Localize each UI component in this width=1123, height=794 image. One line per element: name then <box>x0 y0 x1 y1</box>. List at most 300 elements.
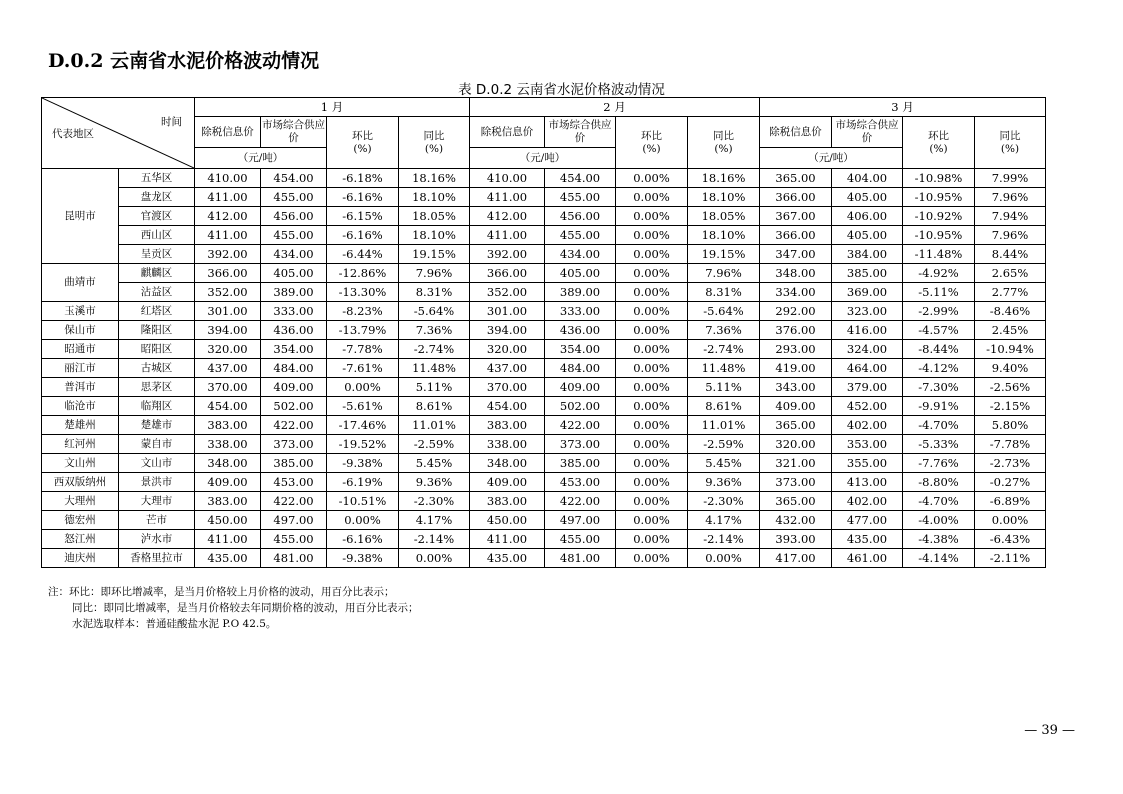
value-cell-tax-price: 338.00 <box>195 435 261 454</box>
value-cell-market-price: 405.00 <box>832 188 903 207</box>
value-cell-mom: -6.15% <box>327 207 399 226</box>
value-cell-mom: -6.44% <box>327 245 399 264</box>
value-cell-tax-price: 348.00 <box>195 454 261 473</box>
col-header-tax-price: 除税信息价 <box>760 117 832 148</box>
value-cell-market-price: 435.00 <box>832 530 903 549</box>
value-cell-mom: -4.92% <box>903 264 975 283</box>
value-cell-mom: -4.14% <box>903 549 975 568</box>
value-cell-market-price: 455.00 <box>261 530 327 549</box>
value-cell-yoy: -0.27% <box>975 473 1046 492</box>
value-cell-yoy: -5.64% <box>399 302 470 321</box>
value-cell-tax-price: 435.00 <box>470 549 545 568</box>
value-cell-market-price: 434.00 <box>261 245 327 264</box>
col-header-mom: 环比 (%) <box>616 117 688 169</box>
value-cell-mom: 0.00% <box>616 226 688 245</box>
value-cell-tax-price: 409.00 <box>760 397 832 416</box>
value-cell-tax-price: 376.00 <box>760 321 832 340</box>
value-cell-yoy: -7.78% <box>975 435 1046 454</box>
table-row <box>42 530 1046 549</box>
value-cell-yoy: -2.59% <box>688 435 760 454</box>
value-cell-market-price: 455.00 <box>545 226 616 245</box>
col-header-mom: 环比 (%) <box>903 117 975 169</box>
value-cell-mom: -6.19% <box>327 473 399 492</box>
value-cell-mom: -10.92% <box>903 207 975 226</box>
table-row <box>42 435 1046 454</box>
value-cell-tax-price: 411.00 <box>470 530 545 549</box>
district-cell: 呈贡区 <box>119 245 195 264</box>
value-cell-market-price: 323.00 <box>832 302 903 321</box>
value-cell-mom: 0.00% <box>616 511 688 530</box>
table-row <box>42 397 1046 416</box>
value-cell-yoy: 7.96% <box>975 188 1046 207</box>
value-cell-market-price: 436.00 <box>261 321 327 340</box>
value-cell-tax-price: 320.00 <box>760 435 832 454</box>
value-cell-yoy: 11.01% <box>399 416 470 435</box>
unit-label: （元/吨） <box>470 148 616 169</box>
value-cell-tax-price: 435.00 <box>195 549 261 568</box>
value-cell-market-price: 413.00 <box>832 473 903 492</box>
value-cell-yoy: 18.10% <box>688 188 760 207</box>
city-cell: 玉溪市 <box>42 302 119 321</box>
value-cell-mom: -13.79% <box>327 321 399 340</box>
value-cell-tax-price: 383.00 <box>470 416 545 435</box>
district-cell: 大理市 <box>119 492 195 511</box>
value-cell-market-price: 354.00 <box>261 340 327 359</box>
value-cell-market-price: 404.00 <box>832 169 903 188</box>
value-cell-tax-price: 383.00 <box>195 416 261 435</box>
col-header-tax-price: 除税信息价 <box>470 117 545 148</box>
value-cell-tax-price: 370.00 <box>470 378 545 397</box>
city-cell: 文山州 <box>42 454 119 473</box>
value-cell-yoy: 5.11% <box>688 378 760 397</box>
value-cell-tax-price: 343.00 <box>760 378 832 397</box>
value-cell-mom: 0.00% <box>616 378 688 397</box>
city-cell: 楚雄州 <box>42 416 119 435</box>
value-cell-market-price: 405.00 <box>261 264 327 283</box>
value-cell-mom: -5.33% <box>903 435 975 454</box>
value-cell-yoy: -2.30% <box>688 492 760 511</box>
value-cell-tax-price: 292.00 <box>760 302 832 321</box>
unit-label: （元/吨） <box>760 148 903 169</box>
value-cell-market-price: 389.00 <box>261 283 327 302</box>
value-cell-yoy: -2.14% <box>399 530 470 549</box>
district-cell: 泸水市 <box>119 530 195 549</box>
value-cell-mom: 0.00% <box>616 530 688 549</box>
value-cell-tax-price: 417.00 <box>760 549 832 568</box>
note-yoy: 同比：即同比增减率，是当月价格较去年同期价格的波动，用百分比表示； <box>72 602 419 614</box>
value-cell-yoy: -8.46% <box>975 302 1046 321</box>
value-cell-yoy: 2.45% <box>975 321 1046 340</box>
value-cell-mom: -6.18% <box>327 169 399 188</box>
table-row <box>42 340 1046 359</box>
value-cell-tax-price: 410.00 <box>470 169 545 188</box>
value-cell-yoy: -2.15% <box>975 397 1046 416</box>
district-cell: 芒市 <box>119 511 195 530</box>
col-header-yoy: 同比 (%) <box>399 117 470 169</box>
city-cell: 怒江州 <box>42 530 119 549</box>
district-cell: 楚雄市 <box>119 416 195 435</box>
value-cell-market-price: 481.00 <box>261 549 327 568</box>
value-cell-market-price: 333.00 <box>261 302 327 321</box>
value-cell-tax-price: 383.00 <box>195 492 261 511</box>
value-cell-tax-price: 293.00 <box>760 340 832 359</box>
value-cell-mom: 0.00% <box>616 340 688 359</box>
value-cell-yoy: 2.77% <box>975 283 1046 302</box>
value-cell-market-price: 416.00 <box>832 321 903 340</box>
district-cell: 隆阳区 <box>119 321 195 340</box>
value-cell-yoy: 2.65% <box>975 264 1046 283</box>
value-cell-tax-price: 394.00 <box>195 321 261 340</box>
value-cell-mom: -5.61% <box>327 397 399 416</box>
note-mom: 注：环比：即环比增减率，是当月价格较上月价格的波动，用百分比表示； <box>48 586 395 598</box>
value-cell-yoy: 7.96% <box>399 264 470 283</box>
city-cell: 临沧市 <box>42 397 119 416</box>
value-cell-yoy: 18.05% <box>688 207 760 226</box>
cement-price-table <box>41 97 1046 568</box>
value-cell-market-price: 389.00 <box>545 283 616 302</box>
value-cell-tax-price: 394.00 <box>470 321 545 340</box>
value-cell-market-price: 422.00 <box>261 492 327 511</box>
section-heading: D.0.2 云南省水泥价格波动情况 <box>48 50 320 72</box>
value-cell-market-price: 402.00 <box>832 492 903 511</box>
value-cell-market-price: 461.00 <box>832 549 903 568</box>
value-cell-mom: 0.00% <box>616 264 688 283</box>
month-header: 1 月 <box>195 98 470 117</box>
value-cell-mom: 0.00% <box>616 435 688 454</box>
table-row <box>42 302 1046 321</box>
value-cell-mom: -11.48% <box>903 245 975 264</box>
value-cell-yoy: 18.10% <box>688 226 760 245</box>
value-cell-yoy: -6.89% <box>975 492 1046 511</box>
value-cell-market-price: 502.00 <box>545 397 616 416</box>
value-cell-yoy: 11.48% <box>399 359 470 378</box>
col-header-mom: 环比 (%) <box>327 117 399 169</box>
city-cell: 迪庆州 <box>42 549 119 568</box>
value-cell-tax-price: 370.00 <box>195 378 261 397</box>
district-cell: 麒麟区 <box>119 264 195 283</box>
value-cell-tax-price: 392.00 <box>470 245 545 264</box>
value-cell-tax-price: 411.00 <box>470 226 545 245</box>
header-time-label: 时间 <box>161 116 182 128</box>
value-cell-mom: 0.00% <box>616 207 688 226</box>
district-cell: 临翔区 <box>119 397 195 416</box>
value-cell-tax-price: 410.00 <box>195 169 261 188</box>
value-cell-mom: 0.00% <box>616 359 688 378</box>
value-cell-tax-price: 437.00 <box>470 359 545 378</box>
value-cell-yoy: -10.94% <box>975 340 1046 359</box>
value-cell-tax-price: 409.00 <box>470 473 545 492</box>
value-cell-tax-price: 348.00 <box>760 264 832 283</box>
value-cell-tax-price: 432.00 <box>760 511 832 530</box>
header-region-label: 代表地区 <box>52 128 94 140</box>
value-cell-tax-price: 412.00 <box>470 207 545 226</box>
value-cell-market-price: 436.00 <box>545 321 616 340</box>
value-cell-mom: -4.70% <box>903 492 975 511</box>
value-cell-market-price: 464.00 <box>832 359 903 378</box>
value-cell-market-price: 453.00 <box>261 473 327 492</box>
district-cell: 昭阳区 <box>119 340 195 359</box>
value-cell-mom: -4.70% <box>903 416 975 435</box>
value-cell-tax-price: 365.00 <box>760 492 832 511</box>
value-cell-yoy: -2.74% <box>399 340 470 359</box>
value-cell-market-price: 355.00 <box>832 454 903 473</box>
value-cell-yoy: 8.31% <box>688 283 760 302</box>
value-cell-tax-price: 338.00 <box>470 435 545 454</box>
value-cell-yoy: 0.00% <box>688 549 760 568</box>
value-cell-mom: -7.30% <box>903 378 975 397</box>
value-cell-tax-price: 392.00 <box>195 245 261 264</box>
value-cell-tax-price: 450.00 <box>470 511 545 530</box>
value-cell-mom: -7.78% <box>327 340 399 359</box>
table-row <box>42 321 1046 340</box>
value-cell-market-price: 324.00 <box>832 340 903 359</box>
value-cell-mom: -4.00% <box>903 511 975 530</box>
table-row <box>42 549 1046 568</box>
value-cell-mom: -4.38% <box>903 530 975 549</box>
value-cell-market-price: 454.00 <box>545 169 616 188</box>
value-cell-mom: 0.00% <box>616 321 688 340</box>
value-cell-mom: 0.00% <box>616 245 688 264</box>
value-cell-yoy: 4.17% <box>688 511 760 530</box>
value-cell-yoy: 18.05% <box>399 207 470 226</box>
value-cell-yoy: 5.80% <box>975 416 1046 435</box>
table-caption: 表 D.0.2 云南省水泥价格波动情况 <box>458 82 665 98</box>
value-cell-mom: -8.44% <box>903 340 975 359</box>
value-cell-market-price: 455.00 <box>261 188 327 207</box>
value-cell-yoy: -2.56% <box>975 378 1046 397</box>
value-cell-yoy: 11.01% <box>688 416 760 435</box>
table-row <box>42 473 1046 492</box>
district-cell: 五华区 <box>119 169 195 188</box>
value-cell-mom: -4.57% <box>903 321 975 340</box>
value-cell-market-price: 409.00 <box>261 378 327 397</box>
value-cell-mom: -8.80% <box>903 473 975 492</box>
table-row <box>42 454 1046 473</box>
value-cell-mom: -6.16% <box>327 188 399 207</box>
value-cell-yoy: 18.10% <box>399 226 470 245</box>
col-header-market-price: 市场综合供应价 <box>261 117 327 148</box>
value-cell-market-price: 456.00 <box>545 207 616 226</box>
value-cell-market-price: 402.00 <box>832 416 903 435</box>
value-cell-tax-price: 411.00 <box>195 188 261 207</box>
table-row <box>42 359 1046 378</box>
value-cell-yoy: 5.11% <box>399 378 470 397</box>
value-cell-tax-price: 437.00 <box>195 359 261 378</box>
value-cell-mom: -10.98% <box>903 169 975 188</box>
city-cell: 昆明市 <box>42 169 119 264</box>
value-cell-market-price: 477.00 <box>832 511 903 530</box>
value-cell-yoy: 0.00% <box>399 549 470 568</box>
value-cell-market-price: 405.00 <box>545 264 616 283</box>
value-cell-tax-price: 321.00 <box>760 454 832 473</box>
value-cell-yoy: 7.36% <box>688 321 760 340</box>
value-cell-yoy: 18.10% <box>399 188 470 207</box>
value-cell-tax-price: 301.00 <box>195 302 261 321</box>
district-cell: 思茅区 <box>119 378 195 397</box>
value-cell-mom: -7.61% <box>327 359 399 378</box>
value-cell-tax-price: 411.00 <box>195 530 261 549</box>
value-cell-yoy: 5.45% <box>688 454 760 473</box>
value-cell-tax-price: 411.00 <box>195 226 261 245</box>
value-cell-mom: 0.00% <box>327 511 399 530</box>
value-cell-mom: 0.00% <box>616 492 688 511</box>
value-cell-mom: -13.30% <box>327 283 399 302</box>
value-cell-mom: 0.00% <box>616 283 688 302</box>
value-cell-market-price: 385.00 <box>545 454 616 473</box>
table-row <box>42 226 1046 245</box>
city-cell: 丽江市 <box>42 359 119 378</box>
district-cell: 景洪市 <box>119 473 195 492</box>
value-cell-yoy: 7.94% <box>975 207 1046 226</box>
value-cell-market-price: 333.00 <box>545 302 616 321</box>
value-cell-mom: -10.51% <box>327 492 399 511</box>
value-cell-market-price: 455.00 <box>545 530 616 549</box>
district-cell: 蒙自市 <box>119 435 195 454</box>
value-cell-tax-price: 454.00 <box>195 397 261 416</box>
value-cell-market-price: 452.00 <box>832 397 903 416</box>
value-cell-tax-price: 320.00 <box>195 340 261 359</box>
value-cell-market-price: 405.00 <box>832 226 903 245</box>
value-cell-tax-price: 366.00 <box>195 264 261 283</box>
value-cell-market-price: 484.00 <box>261 359 327 378</box>
city-cell: 德宏州 <box>42 511 119 530</box>
value-cell-mom: -12.86% <box>327 264 399 283</box>
value-cell-yoy: 11.48% <box>688 359 760 378</box>
value-cell-market-price: 481.00 <box>545 549 616 568</box>
city-cell: 红河州 <box>42 435 119 454</box>
city-cell: 大理州 <box>42 492 119 511</box>
value-cell-mom: -4.12% <box>903 359 975 378</box>
table-row <box>42 245 1046 264</box>
value-cell-yoy: 0.00% <box>975 511 1046 530</box>
unit-label: （元/吨） <box>195 148 327 169</box>
month-header: 2 月 <box>470 98 760 117</box>
value-cell-market-price: 497.00 <box>545 511 616 530</box>
note-sample: 水泥选取样本：普通硅酸盐水泥 P.O 42.5。 <box>72 618 277 630</box>
value-cell-yoy: 8.44% <box>975 245 1046 264</box>
value-cell-mom: -10.95% <box>903 226 975 245</box>
value-cell-mom: 0.00% <box>327 378 399 397</box>
value-cell-market-price: 455.00 <box>545 188 616 207</box>
value-cell-mom: 0.00% <box>616 169 688 188</box>
city-cell: 保山市 <box>42 321 119 340</box>
value-cell-tax-price: 454.00 <box>470 397 545 416</box>
table-row <box>42 169 1046 188</box>
value-cell-tax-price: 393.00 <box>760 530 832 549</box>
table-row <box>42 416 1046 435</box>
value-cell-market-price: 484.00 <box>545 359 616 378</box>
value-cell-market-price: 455.00 <box>261 226 327 245</box>
value-cell-yoy: 19.15% <box>399 245 470 264</box>
value-cell-tax-price: 366.00 <box>760 226 832 245</box>
value-cell-tax-price: 419.00 <box>760 359 832 378</box>
value-cell-yoy: 4.17% <box>399 511 470 530</box>
district-cell: 沾益区 <box>119 283 195 302</box>
value-cell-mom: -5.11% <box>903 283 975 302</box>
value-cell-mom: -10.95% <box>903 188 975 207</box>
value-cell-yoy: 18.16% <box>688 169 760 188</box>
value-cell-tax-price: 352.00 <box>195 283 261 302</box>
district-cell: 香格里拉市 <box>119 549 195 568</box>
value-cell-yoy: 8.31% <box>399 283 470 302</box>
value-cell-mom: -19.52% <box>327 435 399 454</box>
month-header: 3 月 <box>760 98 1046 117</box>
value-cell-mom: -17.46% <box>327 416 399 435</box>
city-cell: 曲靖市 <box>42 264 119 302</box>
value-cell-mom: -6.16% <box>327 530 399 549</box>
value-cell-tax-price: 367.00 <box>760 207 832 226</box>
value-cell-tax-price: 411.00 <box>470 188 545 207</box>
header-diagonal-cell <box>42 98 195 169</box>
value-cell-market-price: 409.00 <box>545 378 616 397</box>
value-cell-market-price: 502.00 <box>261 397 327 416</box>
value-cell-yoy: -2.14% <box>688 530 760 549</box>
value-cell-tax-price: 366.00 <box>470 264 545 283</box>
value-cell-market-price: 379.00 <box>832 378 903 397</box>
district-cell: 官渡区 <box>119 207 195 226</box>
value-cell-mom: 0.00% <box>616 473 688 492</box>
value-cell-market-price: 384.00 <box>832 245 903 264</box>
value-cell-yoy: 7.96% <box>975 226 1046 245</box>
value-cell-tax-price: 366.00 <box>760 188 832 207</box>
value-cell-mom: 0.00% <box>616 549 688 568</box>
value-cell-market-price: 497.00 <box>261 511 327 530</box>
value-cell-market-price: 385.00 <box>261 454 327 473</box>
value-cell-mom: -9.38% <box>327 549 399 568</box>
district-cell: 盘龙区 <box>119 188 195 207</box>
value-cell-tax-price: 383.00 <box>470 492 545 511</box>
table-notes <box>48 584 419 632</box>
district-cell: 文山市 <box>119 454 195 473</box>
value-cell-mom: -2.99% <box>903 302 975 321</box>
table-row <box>42 511 1046 530</box>
value-cell-yoy: -5.64% <box>688 302 760 321</box>
col-header-market-price: 市场综合供应价 <box>832 117 903 148</box>
value-cell-yoy: -2.11% <box>975 549 1046 568</box>
value-cell-yoy: 9.36% <box>399 473 470 492</box>
value-cell-tax-price: 365.00 <box>760 416 832 435</box>
value-cell-mom: -9.91% <box>903 397 975 416</box>
value-cell-tax-price: 412.00 <box>195 207 261 226</box>
value-cell-yoy: -2.73% <box>975 454 1046 473</box>
value-cell-market-price: 373.00 <box>261 435 327 454</box>
value-cell-tax-price: 352.00 <box>470 283 545 302</box>
city-cell: 西双版纳州 <box>42 473 119 492</box>
value-cell-market-price: 434.00 <box>545 245 616 264</box>
value-cell-market-price: 354.00 <box>545 340 616 359</box>
col-header-tax-price: 除税信息价 <box>195 117 261 148</box>
value-cell-mom: 0.00% <box>616 416 688 435</box>
value-cell-market-price: 422.00 <box>261 416 327 435</box>
district-cell: 古城区 <box>119 359 195 378</box>
value-cell-mom: -9.38% <box>327 454 399 473</box>
value-cell-market-price: 373.00 <box>545 435 616 454</box>
value-cell-market-price: 406.00 <box>832 207 903 226</box>
value-cell-tax-price: 409.00 <box>195 473 261 492</box>
col-header-yoy: 同比 (%) <box>975 117 1046 169</box>
value-cell-yoy: 9.40% <box>975 359 1046 378</box>
value-cell-yoy: 8.61% <box>399 397 470 416</box>
value-cell-tax-price: 301.00 <box>470 302 545 321</box>
value-cell-market-price: 422.00 <box>545 492 616 511</box>
value-cell-tax-price: 348.00 <box>470 454 545 473</box>
table-row <box>42 207 1046 226</box>
value-cell-market-price: 422.00 <box>545 416 616 435</box>
value-cell-market-price: 385.00 <box>832 264 903 283</box>
value-cell-yoy: 7.96% <box>688 264 760 283</box>
value-cell-tax-price: 365.00 <box>760 169 832 188</box>
value-cell-mom: 0.00% <box>616 397 688 416</box>
